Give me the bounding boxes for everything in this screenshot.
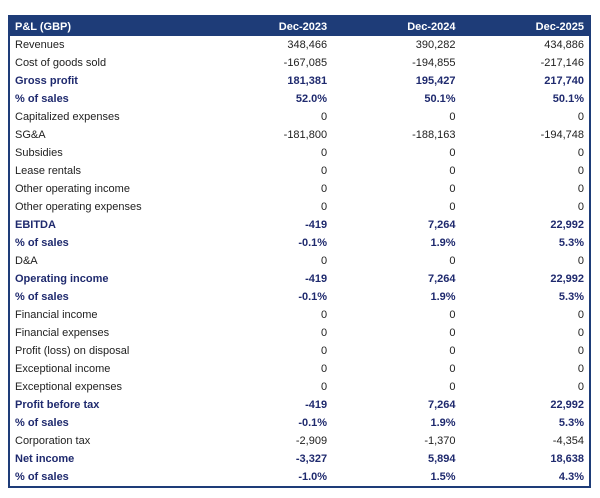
row-label-cell: Net income bbox=[15, 453, 75, 465]
table-row bbox=[9, 378, 590, 396]
row-value-cell: 0 bbox=[449, 255, 456, 267]
row-label-cell: % of sales bbox=[15, 93, 69, 105]
row-value-cell: 0 bbox=[449, 381, 456, 393]
row-value-cell: -0.1% bbox=[298, 417, 328, 429]
row-value-cell: 0 bbox=[320, 381, 328, 393]
row-value-cell: 0 bbox=[320, 201, 328, 213]
row-value-cell: -2,909 bbox=[295, 435, 328, 447]
header-year-cell: Dec-2025 bbox=[461, 16, 590, 36]
row-value-cell: 50.1% bbox=[552, 93, 584, 105]
table-row bbox=[9, 216, 590, 234]
row-value-cell: 7,264 bbox=[428, 273, 456, 285]
row-value-cell: 0 bbox=[577, 381, 584, 393]
row-label-cell: Financial income bbox=[15, 309, 98, 321]
row-value-cell: -419 bbox=[305, 219, 328, 231]
row-label-cell: Financial expenses bbox=[15, 327, 110, 339]
row-label-cell: Other operating expenses bbox=[15, 201, 142, 213]
table-row bbox=[9, 270, 590, 288]
row-value-cell: 0 bbox=[577, 183, 584, 195]
row-value-cell: 1.5% bbox=[430, 471, 456, 483]
row-value-cell: -419 bbox=[305, 273, 328, 285]
row-value-cell: -167,085 bbox=[283, 57, 328, 69]
row-label-cell: Other operating income bbox=[15, 183, 130, 195]
row-value-cell: 0 bbox=[577, 201, 584, 213]
row-value-cell: 1.9% bbox=[430, 417, 456, 429]
row-value-cell: 0 bbox=[577, 111, 584, 123]
table-row bbox=[9, 162, 590, 180]
row-label-cell: EBITDA bbox=[15, 219, 56, 231]
row-value-cell: -419 bbox=[305, 399, 328, 411]
header-year-cell: Dec-2024 bbox=[332, 16, 460, 36]
row-value-cell: -4,354 bbox=[552, 435, 584, 447]
row-label-cell: Profit before tax bbox=[15, 399, 100, 411]
row-value-cell: 0 bbox=[577, 309, 584, 321]
pnl-table bbox=[8, 15, 591, 488]
table-row bbox=[9, 72, 590, 90]
row-label-cell: Subsidies bbox=[15, 147, 63, 159]
row-value-cell: 22,992 bbox=[550, 399, 584, 411]
row-label-cell: Operating income bbox=[15, 273, 109, 285]
row-value-cell: 0 bbox=[320, 165, 328, 177]
pnl-statement bbox=[8, 15, 591, 488]
row-value-cell: 0 bbox=[449, 111, 456, 123]
row-value-cell: -194,748 bbox=[540, 129, 584, 141]
row-value-cell: 22,992 bbox=[550, 219, 584, 231]
row-label-cell: % of sales bbox=[15, 291, 69, 303]
row-value-cell: -0.1% bbox=[298, 237, 328, 249]
table-row bbox=[9, 432, 590, 450]
row-value-cell: -181,800 bbox=[283, 129, 328, 141]
row-value-cell: 0 bbox=[449, 183, 456, 195]
table-row bbox=[9, 234, 590, 252]
row-value-cell: 0 bbox=[320, 345, 328, 357]
table-row bbox=[9, 324, 590, 342]
row-value-cell: -217,146 bbox=[540, 57, 584, 69]
table-row bbox=[9, 468, 590, 487]
row-label-cell: Profit (loss) on disposal bbox=[15, 345, 130, 357]
row-value-cell: 0 bbox=[577, 255, 584, 267]
table-row bbox=[9, 54, 590, 72]
row-label-cell: % of sales bbox=[15, 417, 69, 429]
row-value-cell: 0 bbox=[449, 309, 456, 321]
row-value-cell: 1.9% bbox=[430, 237, 456, 249]
table-row bbox=[9, 342, 590, 360]
table-row bbox=[9, 36, 590, 54]
row-value-cell: -1,370 bbox=[424, 435, 456, 447]
row-value-cell: 434,886 bbox=[544, 39, 584, 51]
row-value-cell: 5,894 bbox=[428, 453, 456, 465]
row-value-cell: 0 bbox=[577, 345, 584, 357]
row-value-cell: 390,282 bbox=[415, 39, 456, 51]
table-row bbox=[9, 414, 590, 432]
row-value-cell: 348,466 bbox=[287, 39, 328, 51]
row-label-cell: % of sales bbox=[15, 237, 69, 249]
row-value-cell: 22,992 bbox=[550, 273, 584, 285]
table-row bbox=[9, 198, 590, 216]
row-label-cell: Lease rentals bbox=[15, 165, 82, 177]
row-value-cell: 1.9% bbox=[430, 291, 456, 303]
row-value-cell: 0 bbox=[449, 201, 456, 213]
row-value-cell: -1.0% bbox=[298, 471, 328, 483]
row-label-cell: Gross profit bbox=[15, 75, 78, 87]
table-row bbox=[9, 360, 590, 378]
row-label-cell: Capitalized expenses bbox=[15, 111, 120, 123]
row-value-cell: -188,163 bbox=[412, 129, 456, 141]
pnl-table-body bbox=[9, 36, 590, 487]
header-title-cell: P&L (GBP) bbox=[9, 16, 204, 36]
row-value-cell: 0 bbox=[320, 327, 328, 339]
row-value-cell: 0 bbox=[449, 327, 456, 339]
row-value-cell: -3,327 bbox=[295, 453, 328, 465]
row-value-cell: 0 bbox=[320, 363, 328, 375]
row-value-cell: 217,740 bbox=[544, 75, 584, 87]
row-value-cell: -0.1% bbox=[298, 291, 328, 303]
row-value-cell: 0 bbox=[577, 363, 584, 375]
row-value-cell: 0 bbox=[320, 183, 328, 195]
table-row bbox=[9, 108, 590, 126]
row-value-cell: 50.1% bbox=[424, 93, 456, 105]
row-label-cell: Corporation tax bbox=[15, 435, 91, 447]
row-value-cell: 5.3% bbox=[558, 291, 584, 303]
row-label-cell: Revenues bbox=[15, 39, 65, 51]
row-value-cell: -194,855 bbox=[412, 57, 456, 69]
header-year-cell: Dec-2023 bbox=[204, 16, 332, 36]
pnl-table-header bbox=[9, 16, 590, 36]
row-label-cell: SG&A bbox=[15, 129, 46, 141]
row-value-cell: 5.3% bbox=[558, 417, 584, 429]
row-label-cell: D&A bbox=[15, 255, 38, 267]
row-value-cell: 0 bbox=[577, 327, 584, 339]
row-value-cell: 52.0% bbox=[295, 93, 328, 105]
table-row bbox=[9, 90, 590, 108]
table-row bbox=[9, 396, 590, 414]
row-value-cell: 0 bbox=[449, 147, 456, 159]
row-value-cell: 7,264 bbox=[428, 399, 456, 411]
header-row bbox=[9, 16, 590, 36]
row-label-cell: Cost of goods sold bbox=[15, 57, 107, 69]
table-row bbox=[9, 180, 590, 198]
table-row bbox=[9, 126, 590, 144]
row-value-cell: 7,264 bbox=[428, 219, 456, 231]
table-row bbox=[9, 450, 590, 468]
table-row bbox=[9, 288, 590, 306]
row-value-cell: 0 bbox=[320, 111, 328, 123]
row-value-cell: 181,381 bbox=[287, 75, 328, 87]
row-value-cell: 0 bbox=[449, 363, 456, 375]
row-label-cell: % of sales bbox=[15, 471, 69, 483]
row-value-cell: 0 bbox=[449, 165, 456, 177]
row-label-cell: Exceptional income bbox=[15, 363, 111, 375]
row-value-cell: 0 bbox=[320, 147, 328, 159]
table-row bbox=[9, 144, 590, 162]
table-row bbox=[9, 252, 590, 270]
row-value-cell: 4.3% bbox=[558, 471, 584, 483]
row-value-cell: 195,427 bbox=[415, 75, 456, 87]
row-value-cell: 0 bbox=[320, 255, 328, 267]
row-value-cell: 0 bbox=[577, 165, 584, 177]
table-row bbox=[9, 306, 590, 324]
row-value-cell: 0 bbox=[320, 309, 328, 321]
row-value-cell: 0 bbox=[449, 345, 456, 357]
row-label-cell: Exceptional expenses bbox=[15, 381, 123, 393]
row-value-cell: 5.3% bbox=[558, 237, 584, 249]
row-value-cell: 18,638 bbox=[550, 453, 584, 465]
row-value-cell: 0 bbox=[577, 147, 584, 159]
